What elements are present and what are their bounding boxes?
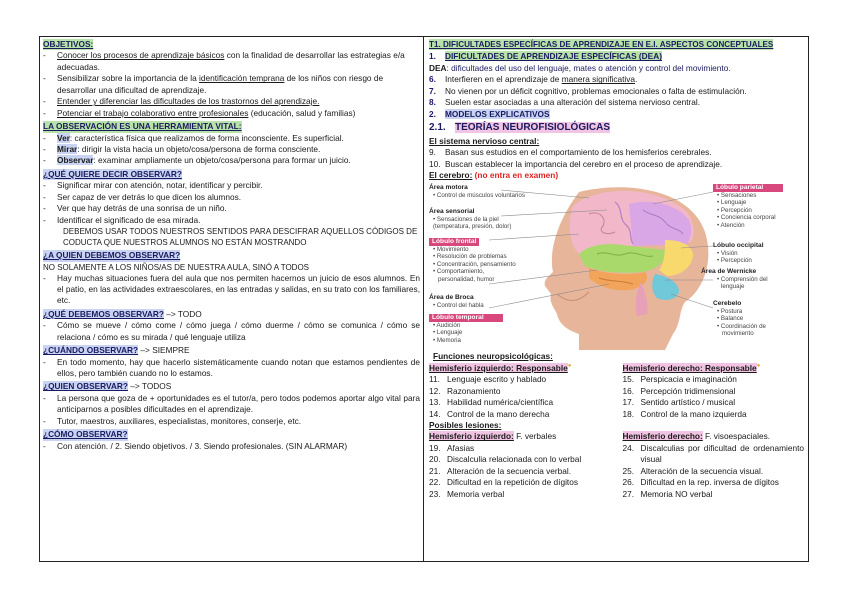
funciones-columns [429,362,804,420]
funciones-heading: Funciones neuropsicológicas: [433,350,553,361]
hemisferio-izquierdo-heading: Hemisferio izquierdo: Responsable [429,362,568,373]
cerebro-heading: El cerebro: (no entra en examen) [429,170,559,181]
label-lobulo-parietal: Lóbulo parietal • Sensaciones • Lenguaje • Percepción • Conciencia corporal • Atención [713,184,783,230]
snc-heading: El sistema nervioso central: [429,135,540,146]
label-lobulo-frontal: Lóbulo frontal • Movimiento • Resolución de problemas • Concentración, pensamiento • Comportamiento, personalidad, humor [429,238,516,284]
list-item: 23. Memoria verbal [429,488,505,499]
list-item: 22. Dificultad en la repetición de dígitos [429,477,578,488]
q5-heading: ¿QUIEN OBSERVAR? [43,381,128,392]
q5-heading-line: ¿QUIEN OBSERVAR? –> TODOS [43,381,172,392]
list-item: - Ser capaz de ver detrás lo que dicen los alumnos. [43,191,242,202]
q4-heading: ¿CUÁNDO OBSERVAR? [43,345,139,356]
objetivos-list [43,50,420,119]
lesiones-columns [429,431,804,500]
list-item: - Ver que hay detrás de una sonrisa de un niño. [43,203,227,214]
list-item: - Mirar: dirigir la vista hacia un objeto/cosa/persona de forma consciente. [43,143,321,154]
q1-caps-note: DEBEMOS USAR TODOS NUESTROS SENTIDOS PARA DESCIFRAR AQUELLOS CÓDIGOS DE CODUCTA QUE NUESTROS ALUMNOS NO ESTÁN MOSTRANDO [63,227,418,248]
hemisferio-izquierdo-funciones: Hemisferio izquierdo: Responsable● 11. Lenguaje escrito y hablado 12. Razonamiento 13. Habilidad numérica/científica 14. Control de la mano derecha [429,362,617,420]
label-area-sensorial: Área sensorial • Sensaciones de la piel (temperatura, presión, dolor) [429,207,512,231]
list-item: - Potenciar el trabajo colaborativo entre profesionales (educación, salud y familias) [43,107,356,118]
lesiones-heading: Posibles lesiones: [429,420,502,430]
dea-definition: DEA: dificultades del uso del lenguaje, mates o atención y control del movimiento. [429,62,731,73]
q2-heading: ¿A QUIEN DEBEMOS OBSERVAR? [43,250,181,261]
list-item: 24. Discalculias por dificultad de ordenamiento visual [622,442,804,465]
right-column [425,37,808,561]
list-item: 21. Alteración de la secuencia verbal. [429,465,572,476]
q3-heading-line: ¿QUÉ DEBEMOS OBSERVAR? –> TODO [43,308,202,319]
list-item: 20. Discalculia relacionada con lo verbal [429,454,582,465]
list-item: - Con atención. / 2. Siendo objetivos. / 3. Siendo profesionales. (SIN ALARMAR) [43,440,348,451]
q3-heading: ¿QUÉ DEBEMOS OBSERVAR? [43,308,164,319]
label-cerebelo: Cerebelo • Postura • Balance • Coordinación de movimiento [713,299,766,338]
list-item: 25. Alteración de la secuencia visual. [622,465,764,476]
list-item: 8. Suelen estar asociadas a una alteración del sistema nervioso central. [429,97,701,108]
label-lobulo-temporal: Lóbulo temporal • Audición • Lenguaje • Memoria [429,314,503,345]
hemisferio-derecho-funciones: Hemisferio derecho: Responsable● 15. Perspicacia e imaginación 16. Percepción tridimensional 17. Sentido artístico / musical 18. Control de la mano izquierda [617,362,805,420]
label-area-broca: Área de Broca • Control del habla [429,293,484,309]
section-title: T1. DIFICULTADES ESPECÍFICAS DE APRENDIZAJE EN E.I. ASPECTOS CONCEPTUALES [429,40,774,49]
list-item: - En todo momento, hay que hacerlo sistemáticamente cuando notan que estamos pendientes de ellos, pero también cuando no lo estamos. [43,356,420,379]
list-item: 18. Control de la mano izquierda [622,408,747,419]
list-item: - Hay muchas situaciones fuera del aula que nos permiten hacernos un juicio de esos alumnos. En el patio, en las actividades extraescolares, en las entradas y salidas, en su trato con los familiares, etc. [43,272,420,306]
list-item: - Entender y diferenciar las dificultades de los trastornos del aprendizaje. [43,96,320,107]
list-item: - Significar mirar con atención, notar, identificar y percibir. [43,180,263,191]
list-item: - Observar: examinar ampliamente un objeto/cosa/persona para formar un juicio. [43,155,351,166]
q1-heading: ¿QUÉ QUIERE DECIR OBSERVAR? [43,168,182,179]
list-item: 14. Control de la mano derecha [429,408,550,419]
list-item: - Conocer los procesos de aprendizaje básicos con la finalidad de desarrollar las estrategias e/a adecuadas. [43,50,405,72]
list-item: - Cómo se mueve / cómo come / cómo juega / cómo duerme / cómo se comunica / cómo se relaciona / cómo es su mirada / qué lenguaje utiliza [43,320,420,342]
hemisferio-derecho-heading: Hemisferio derecho: Responsable [622,362,757,373]
brain-figure [429,184,805,350]
list-item: - Tutor, maestros, auxiliares, especialistas, monitores, conserje, etc. [43,415,302,426]
document-page [39,36,809,562]
section-2-heading: 2. MODELOS EXPLICATIVOS [429,108,550,119]
list-item: 26. Dificultad en la rep. inversa de dígitos [622,477,779,488]
list-item: 10. Buscan establecer la importancia del cerebro en el proceso de aprendizaje. [429,158,723,169]
list-item: 16. Percepción tridimensional [622,385,736,396]
list-item: 17. Sentido artístico / musical [622,397,736,408]
lesiones-izquierdo: Hemisferio izquierdo: F. verbales 19. Afasias 20. Discalculia relacionada con lo verbal 21. Alteración de la secuencia verbal. 22. Dificultad en la repetición de dígitos 23. Memoria verbal [429,431,617,500]
list-item: 19. Afasias [429,442,475,453]
list-item: 9. Basan sus estudios en el comportamiento de los hemisferios cerebrales. [429,147,712,158]
q1-list [43,180,420,248]
list-item: - Ver: característica física que realizamos de forma inconsciente. Es superficial. [43,132,344,143]
q4-heading-line: ¿CUÁNDO OBSERVAR? –> SIEMPRE [43,345,190,356]
q6-heading: ¿CÓMO OBSERVAR? [43,429,128,440]
label-area-motora: Área motora • Control de músculos voluntarios [429,183,525,199]
herramienta-heading: LA OBSERVACIÓN ES UNA HERRAMIENTA VITAL: [43,121,242,132]
lesiones-derecho: Hemisferio derecho: F. visoespaciales. 24. Discalculias por dificultad de ordenamiento visual 25. Alteración de la secuencia visual. 26. Dificultad en la rep. inversa de dígitos 27. Memoria NO verbal [622,431,804,499]
section-2-1-heading: 2.1. TEORÍAS NEUROFISIOLÓGICAS [429,122,611,134]
list-item: 13. Habilidad numérica/científica [429,397,554,408]
list-item: 6. Interfieren en el aprendizaje de manera significativa. [429,74,638,85]
q2-caps-note: NO SOLAMENTE A LOS NIÑOS/AS DE NUESTRA AULA, SINÓ A TODOS [43,262,310,272]
label-area-wernicke: Área de Wernicke • Comprensión del lenguaje [701,267,768,291]
list-item: - Sensibilizar sobre la importancia de la identificación temprana de los niños con riesgo de desarrollar una dificultad de aprendizaje. [43,73,384,95]
list-item: - La persona que goza de + oportunidades es el tutor/a, pero todos podemos aportar algo vital para anticiparnos a posibles dificultades en el aprendizaje. [43,392,420,415]
list-item: 12. Razonamiento [429,385,501,396]
list-item: 27. Memoria NO verbal [622,488,713,499]
list-item: 7. No vienen por un déficit cognitivo, problemas emocionales o falta de estimulación. [429,85,747,96]
list-item: 11. Lenguaje escrito y hablado [429,374,547,385]
herramienta-list [43,133,420,167]
objetivos-heading: OBJETIVOS: [43,39,94,49]
list-item: - Identificar el significado de esa mirada. [43,214,201,225]
label-lobulo-occipital: Lóbulo occipital • Visión • Percepción [713,241,764,265]
section-1-heading: 1. DIFICULTADES DE APRENDIZAJE ESPECÍFICAS (DEA) [429,51,662,62]
left-column [40,37,424,561]
list-item: 15. Perspicacia e imaginación [622,374,737,385]
